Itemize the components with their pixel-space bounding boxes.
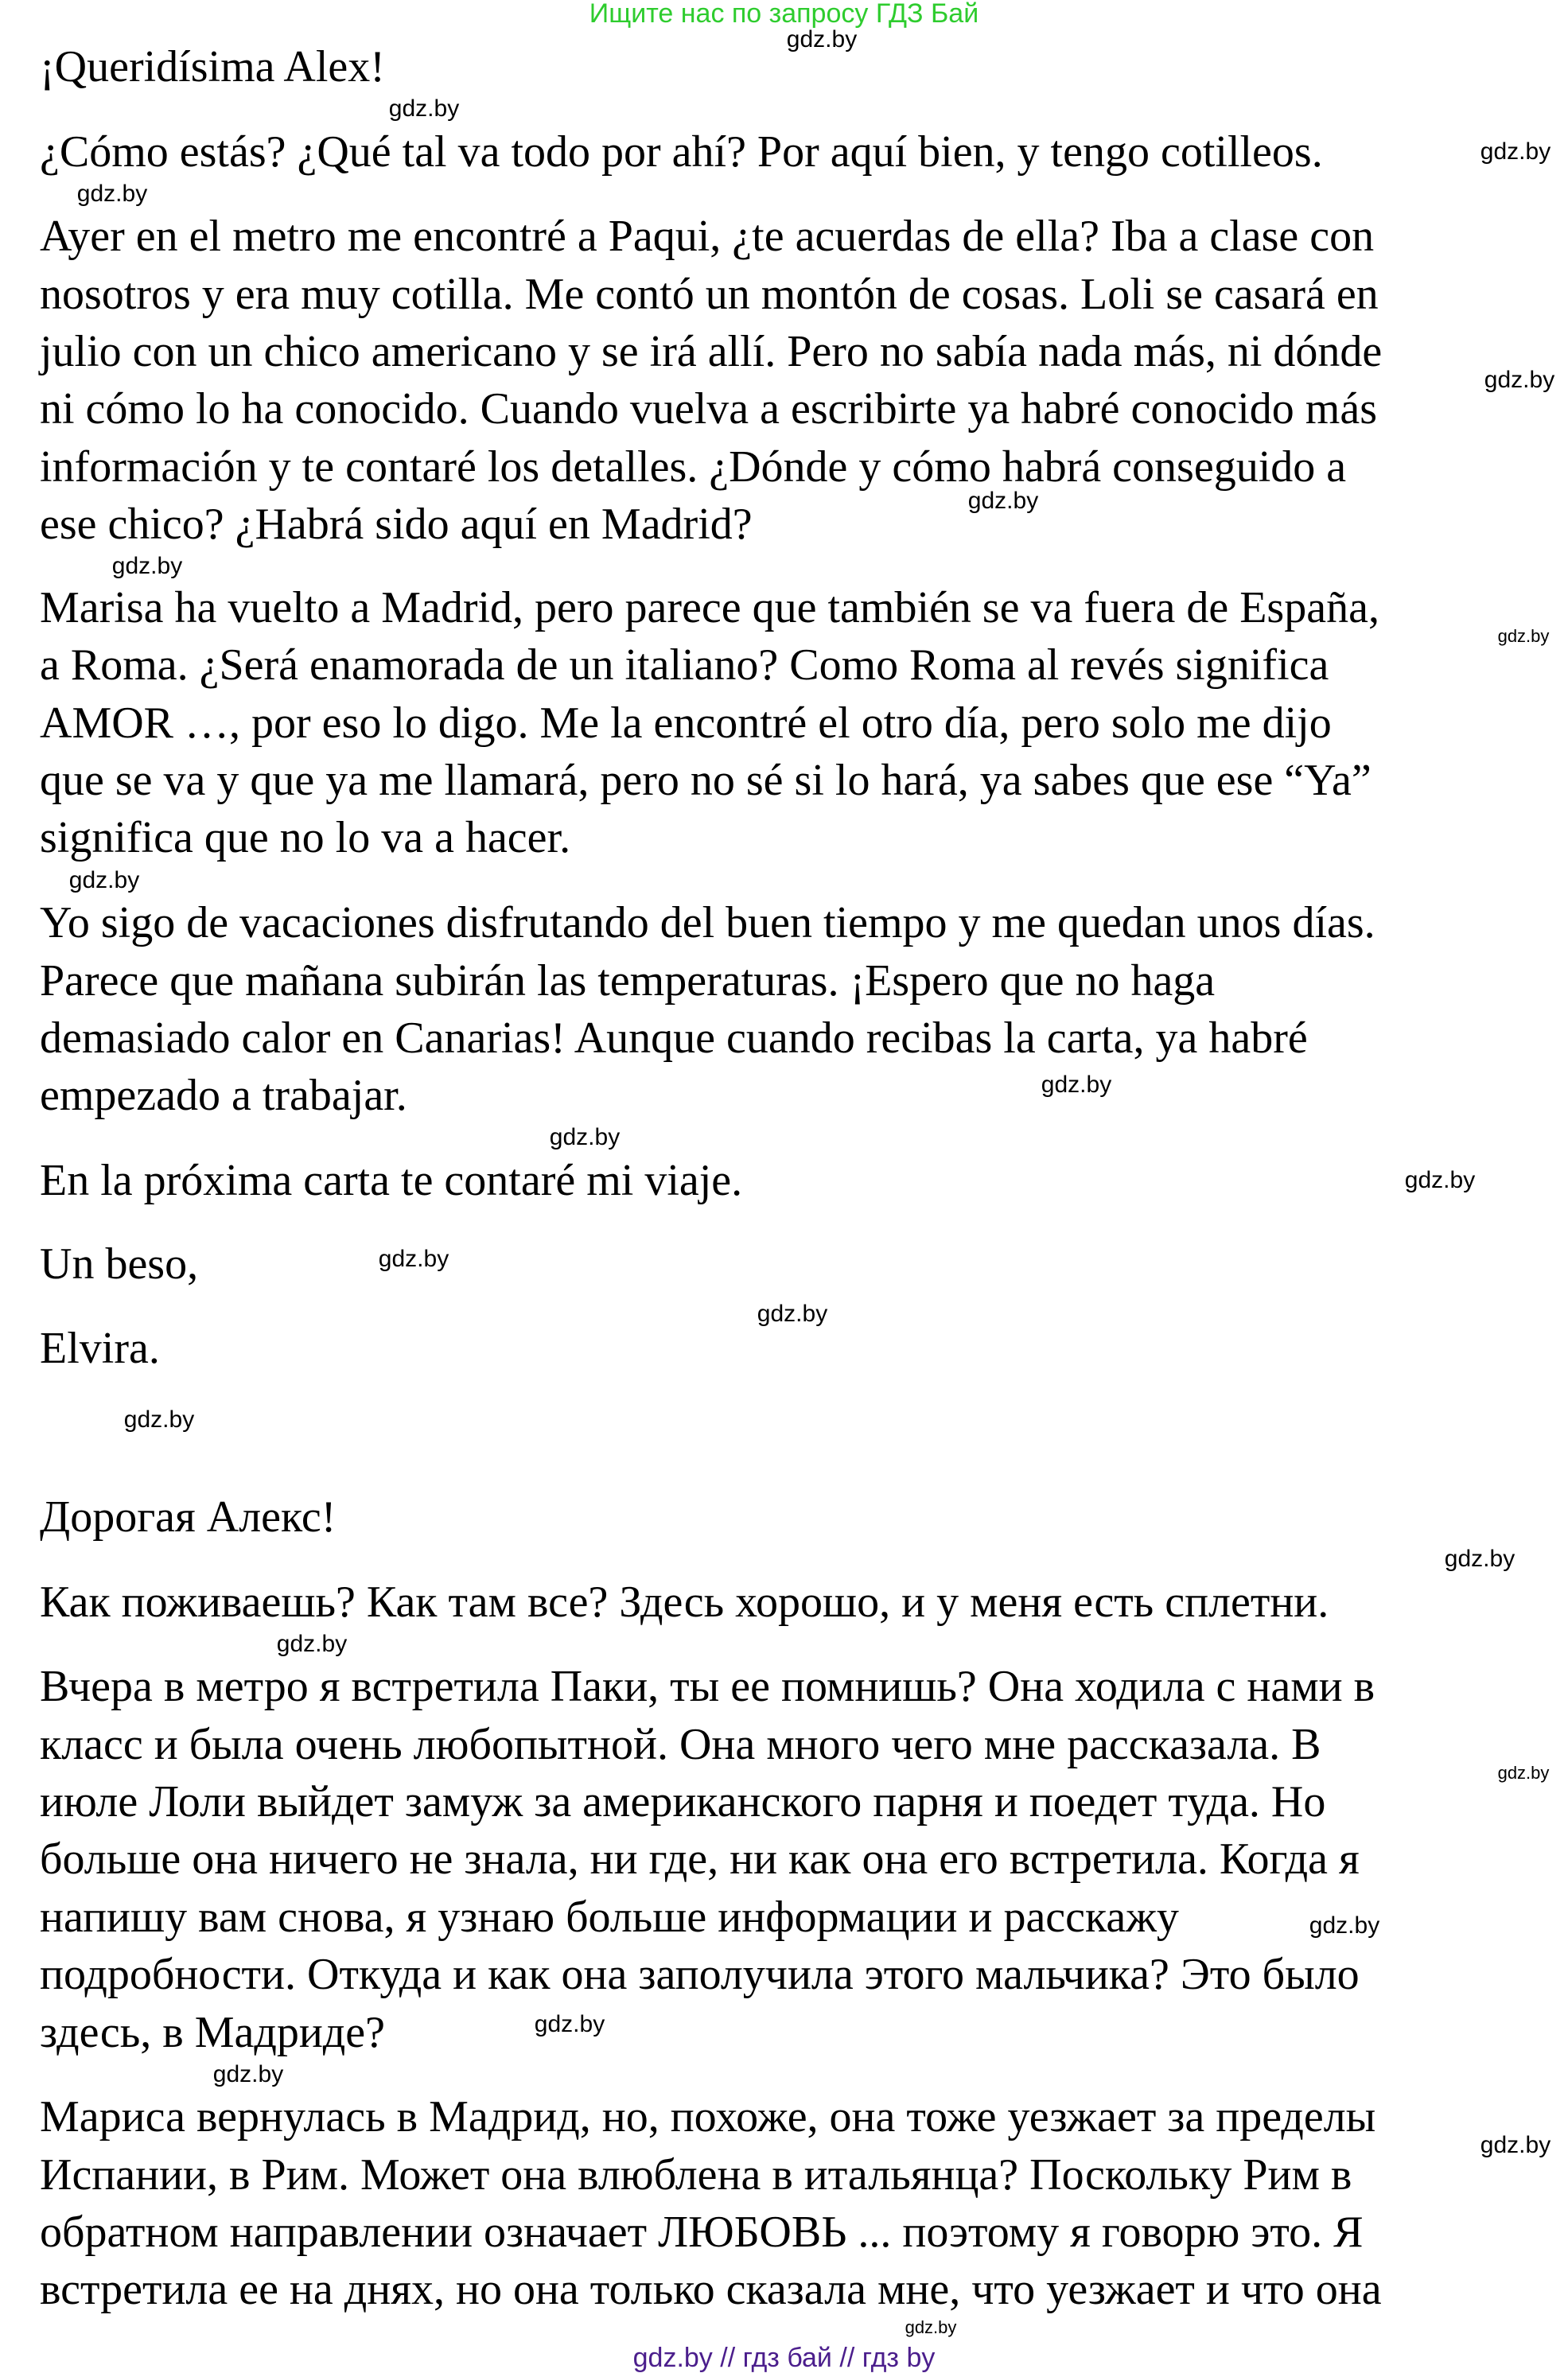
letter-line: Yo sigo de vacaciones disfrutando del buen tiempo y me quedan unos días. bbox=[40, 898, 1375, 947]
footer-links[interactable]: gdz.by // гдз бай // гдз by bbox=[632, 2343, 936, 2373]
watermark: gdz.by bbox=[212, 2061, 284, 2087]
watermark: gdz.by bbox=[786, 26, 858, 53]
letter-line: ese chico? ¿Habrá sido aquí en Madrid? bbox=[40, 500, 753, 549]
watermark: gdz.by bbox=[967, 488, 1039, 514]
watermark: gdz.by bbox=[123, 1406, 195, 1433]
watermark: gdz.by bbox=[68, 867, 140, 893]
letter-line: ni cómo lo ha conocido. Cuando vuelva a escribirte ya habré conocido más bbox=[40, 384, 1378, 434]
translation-line: Испании, в Рим. Может она влюблена в итальянца? Поскольку Рим в bbox=[40, 2150, 1352, 2200]
letter-line: significa que no lo va a hacer. bbox=[40, 813, 571, 862]
letter-line: demasiado calor en Canarias! Aunque cuando recibas la carta, ya habré bbox=[40, 1013, 1308, 1063]
letter-greeting: ¡Queridísima Alex! bbox=[40, 42, 385, 91]
letter-signature: Elvira. bbox=[40, 1324, 160, 1373]
translation-line: Мариса вернулась в Мадрид, но, похоже, она тоже уезжает за пределы bbox=[40, 2092, 1376, 2142]
watermark: gdz.by bbox=[1480, 2132, 1551, 2158]
letter-line: información y te contaré los detalles. ¿Dónde y cómo habrá conseguido a bbox=[40, 442, 1347, 492]
watermark: gdz.by bbox=[76, 181, 148, 207]
watermark: gdz.by bbox=[757, 1301, 828, 1327]
letter-line: nosotros y era muy cotilla. Me contó un montón de cosas. Loli se casará en bbox=[40, 270, 1379, 319]
translation-line: Вчера в метро я встретила Паки, ты ее помнишь? Она ходила с нами в bbox=[40, 1662, 1375, 1711]
letter-line: ¿Cómo estás? ¿Qué tal va todo por ahí? Por aquí bien, y tengo cotilleos. bbox=[40, 127, 1323, 177]
letter-line: a Roma. ¿Será enamorada de un italiano? Como Roma al revés significa bbox=[40, 640, 1329, 690]
translation-line: класс и была очень любопытной. Она много чего мне рассказала. В bbox=[40, 1720, 1321, 1769]
letter-line: que se va y que ya me llamará, pero no sé si lo hará, ya sabes que ese “Ya” bbox=[40, 756, 1372, 805]
header-banner[interactable]: Ищите нас по запросу ГДЗ Бай bbox=[589, 0, 979, 29]
letter-line: Ayer en el metro me encontré a Paqui, ¿te acuerdas de ella? Iba a clase con bbox=[40, 212, 1375, 261]
translation-line: Как поживаешь? Как там все? Здесь хорошо, и у меня есть сплетни. bbox=[40, 1577, 1329, 1627]
watermark: gdz.by bbox=[1309, 1912, 1380, 1939]
watermark: gdz.by bbox=[111, 553, 183, 579]
watermark: gdz.by bbox=[276, 1631, 348, 1657]
watermark: gdz.by bbox=[549, 1124, 621, 1150]
letter-line: empezado a trabajar. bbox=[40, 1071, 407, 1120]
watermark: gdz.by bbox=[1041, 1072, 1112, 1098]
translation-line: встретила ее на днях, но она только сказала мне, что уезжает и что она bbox=[40, 2265, 1382, 2314]
watermark: gdz.by bbox=[1404, 1167, 1476, 1193]
watermark: gdz.by bbox=[1480, 138, 1551, 165]
watermark: gdz.by bbox=[1484, 367, 1555, 393]
watermark: gdz.by bbox=[388, 95, 460, 122]
watermark: gdz.by bbox=[1497, 626, 1550, 646]
translation-line: подробности. Откуда и как она заполучила этого мальчика? Это было bbox=[40, 1950, 1360, 1999]
letter-line: julio con un chico americano y se irá allí. Pero no sabía nada más, ni dónde bbox=[40, 327, 1383, 376]
letter-line: En la próxima carta te contaré mi viaje. bbox=[40, 1156, 743, 1205]
translation-line: июле Лоли выйдет замуж за американского парня и поедет туда. Но bbox=[40, 1777, 1326, 1826]
letter-closing: Un beso, bbox=[40, 1239, 199, 1289]
letter-line: AMOR …, por eso lo digo. Me la encontré el otro día, pero solo me dijo bbox=[40, 698, 1332, 748]
watermark: gdz.by bbox=[378, 1246, 449, 1272]
translation-line: обратном направлении означает ЛЮБОВЬ ... поэтому я говорю это. Я bbox=[40, 2208, 1364, 2257]
watermark: gdz.by bbox=[534, 2011, 605, 2037]
translation-greeting: Дорогая Алекс! bbox=[40, 1492, 337, 1542]
translation-line: напишу вам снова, я узнаю больше информации и расскажу bbox=[40, 1893, 1179, 1942]
watermark: gdz.by bbox=[1444, 1546, 1515, 1572]
letter-line: Marisa ha vuelto a Madrid, pero parece que también se va fuera de España, bbox=[40, 583, 1379, 632]
letter-line: Parece que mañana subirán las temperaturas. ¡Espero que no haga bbox=[40, 956, 1216, 1006]
watermark: gdz.by bbox=[1497, 1763, 1550, 1783]
watermark: gdz.by bbox=[905, 2317, 957, 2337]
translation-line: больше она ничего не знала, ни где, ни как она его встретила. Когда я bbox=[40, 1834, 1360, 1884]
translation-line: здесь, в Мадриде? bbox=[40, 2008, 385, 2057]
